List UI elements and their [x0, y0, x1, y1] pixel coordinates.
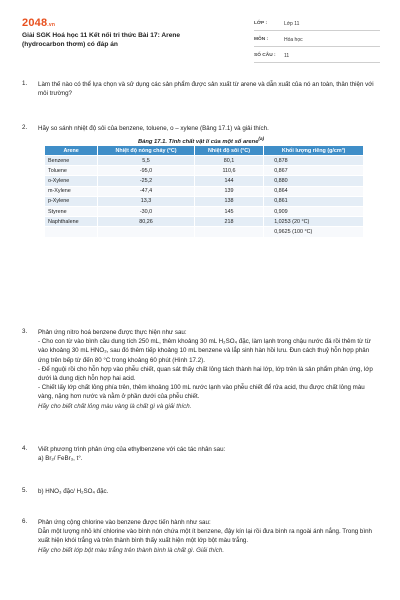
table-cell: Toluene — [45, 166, 98, 176]
table-cell — [45, 227, 98, 237]
question-paragraph: Dẫn một lượng nhỏ khí chlorine vào bình nón chứa một ít benzene, đậy kín lại rồi đưa bình ra ngoài ánh nắng. Trong bình xuất hiện khói trắng và trên thành bình thấy xuất hiện một lớp bột màu trắng. — [38, 528, 372, 545]
meta-label: MÔN : — [254, 37, 269, 42]
table-row — [45, 166, 364, 176]
question-subitem: a) Br₂/ FeBr₃, t°. — [38, 455, 83, 463]
table-cell: 80,1 — [194, 156, 263, 166]
arene-properties-table — [44, 145, 364, 238]
table-cell: -95,0 — [98, 166, 195, 176]
table-cell: -47,4 — [98, 186, 195, 196]
column-header: Nhiệt độ nóng chảy (°C) — [98, 146, 195, 156]
table-row — [45, 186, 364, 196]
table-cell: o-Xylene — [45, 176, 98, 186]
question-ask: Hãy cho biết lớp bột màu trắng trên thành bình là chất gì. Giải thích. — [38, 546, 225, 554]
question-paragraph: Viết phương trình phản ứng của ethylbenzene với các tác nhân sau: — [38, 446, 226, 453]
question-text: b) HNO₃ đặc/ H₂SO₄ đặc. — [38, 488, 109, 495]
meta-label: LỚP : — [254, 21, 268, 26]
question-1 — [22, 80, 380, 98]
table-header-row — [45, 146, 364, 156]
question-paragraph: - Cho con từ vào bình cầu dung tích 250 mL, thêm khoảng 30 mL H₂SO₄ đặc, làm lạnh trong chậu nước đá rồi thêm từ từ vào khoảng 30 mL HNO₃, sau đó thêm tiếp khoảng 10 mL benzene và lắp sinh hàn hồi lưu. Đun cách thuỷ hỗn hợp phản ứng trên bếp từ đến 80 °C trong khoảng 60 phút (Hình 17.2). — [38, 338, 371, 364]
table-cell: 0,9625 (100 °C) — [264, 227, 364, 237]
meta-class-row — [254, 17, 380, 31]
meta-value: 11 — [284, 52, 290, 59]
table-row — [45, 176, 364, 186]
table-cell — [194, 227, 263, 237]
table-cell: Benzene — [45, 156, 98, 166]
table-cell: 0,864 — [264, 186, 364, 196]
column-header: Nhiệt độ sôi (°C) — [194, 146, 263, 156]
table-cell: -25,2 — [98, 176, 195, 186]
column-header: Arene — [45, 146, 98, 156]
table-cell: 0,878 — [264, 156, 364, 166]
table-cell: 144 — [194, 176, 263, 186]
meta-count-row — [254, 49, 380, 63]
table-cell: 0,880 — [264, 176, 364, 186]
meta-label: SỐ CÂU : — [254, 53, 276, 58]
question-paragraph: - Để nguội rồi cho hỗn hợp vào phễu chiết, quan sát thấy chất lỏng tách thành hai lớp, lớp trên là sản phẩm phản ứng, lớp dưới là dung dịch hỗn hợp hai acid. — [38, 365, 373, 383]
question-4 — [22, 445, 380, 463]
column-header: Khối lượng riêng (g/cm³) — [264, 146, 364, 156]
table-row — [45, 206, 364, 216]
brand-logo[interactable]: 2048.vn — [22, 17, 56, 29]
question-6 — [22, 518, 380, 555]
table-cell: 13,3 — [98, 196, 195, 206]
table-row — [45, 217, 364, 227]
table-cell: 139 — [194, 186, 263, 196]
table-cell: 218 — [194, 217, 263, 227]
table-cell — [98, 227, 195, 237]
table-cell: 0,909 — [264, 206, 364, 216]
table-row — [45, 227, 364, 237]
table-cell: 0,861 — [264, 196, 364, 206]
question-number: 5. — [22, 487, 28, 494]
table-cell: 1,0253 (20 °C) — [264, 217, 364, 227]
question-text — [38, 328, 380, 411]
question-text — [38, 518, 380, 555]
question-text: Làm thế nào có thể lựa chọn và sử dụng các sản phẩm được sản xuất từ arene và dẫn xuất của nó an toàn, thân thiện với môi trường? — [38, 81, 374, 98]
question-number: 2. — [22, 124, 28, 131]
question-ask: Hãy cho biết chất lỏng màu vàng là chất gì và giải thích. — [38, 402, 192, 410]
table-cell: 138 — [194, 196, 263, 206]
question-intro: Phản ứng cộng chlorine vào benzene được tiến hành như sau: — [38, 519, 211, 526]
table-row — [45, 196, 364, 206]
table-cell: Styrene — [45, 206, 98, 216]
question-2 — [22, 124, 380, 133]
table-cell: p-Xylene — [45, 196, 98, 206]
table-cell: 0,867 — [264, 166, 364, 176]
meta-value: Hóa học — [284, 36, 303, 43]
table-cell: 110,6 — [194, 166, 263, 176]
meta-value: Lớp 11 — [284, 20, 300, 27]
question-text — [38, 445, 380, 463]
table-cell: 145 — [194, 206, 263, 216]
table-caption: Bảng 17.1. Tính chất vật lí của một số arene$^{(a)}$ — [137, 136, 265, 145]
meta-subject-row — [254, 33, 380, 47]
table-cell: -30,0 — [98, 206, 195, 216]
question-number: 6. — [22, 518, 28, 525]
table-row — [45, 156, 364, 166]
question-5 — [22, 487, 380, 496]
meta-panel — [254, 17, 380, 65]
question-text: Hãy so sánh nhiệt độ sôi của benzene, toluene, o – xylene (Bảng 17.1) và giải thích. — [38, 125, 269, 132]
table-wrap — [22, 145, 364, 238]
question-number: 1. — [22, 80, 28, 87]
question-intro: Phản ứng nitro hoá benzene được thực hiện như sau: — [38, 329, 187, 336]
question-number: 3. — [22, 328, 28, 335]
table-cell: 80,26 — [98, 217, 195, 227]
table-cell: m-Xylene — [45, 186, 98, 196]
table-cell: 5,5 — [98, 156, 195, 166]
table-cell: Naphthalene — [45, 217, 98, 227]
question-3 — [22, 328, 380, 411]
question-number: 4. — [22, 445, 28, 452]
question-paragraph: - Chiết lấy lớp chất lỏng phía trên, thêm khoảng 100 mL nước lạnh vào phễu chiết để rửa acid, thu được chất lỏng màu vàng, nặng hơn nước và nằm ở phần dưới của phễu chiết. — [38, 384, 365, 401]
page-title: Giải SGK Hoá học 11 Kết nối tri thức Bài 17: Arene (hydrocarbon thơm) có đáp án — [22, 32, 181, 48]
